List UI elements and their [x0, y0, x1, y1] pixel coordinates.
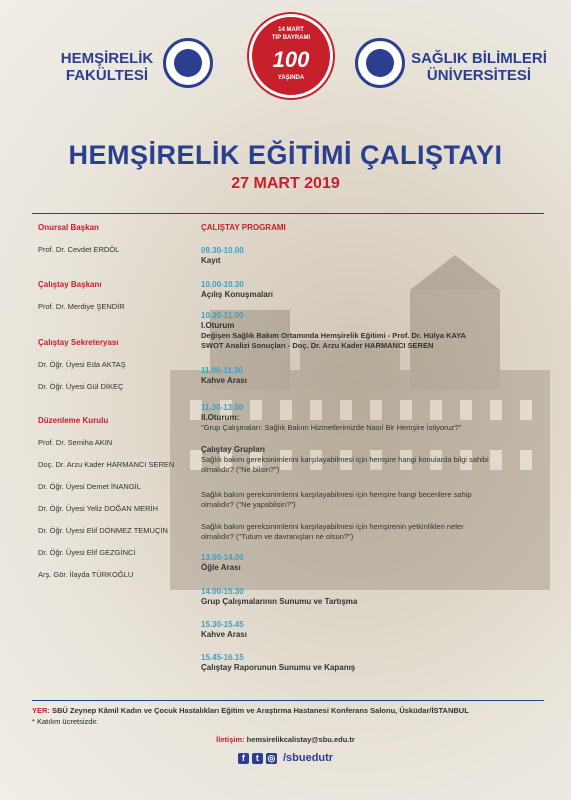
committee-member: Dr. Öğr. Üyesi Eda AKTAŞ — [38, 360, 126, 369]
program-item — [201, 366, 247, 386]
program-text: olmalıdır? ("Tutum ve davranışları ne olsun?") — [201, 532, 354, 541]
program-text: Öğle Arası — [201, 563, 241, 572]
program-time: 11.00-11.30 — [201, 366, 243, 375]
program-time: 15.45-16.15 — [201, 653, 244, 662]
tip-bayrami-100-badge-icon — [249, 14, 333, 98]
program-time: 10.30-11.00 — [201, 311, 244, 320]
program-item — [201, 445, 489, 475]
program-time: 14.00-15.30 — [201, 587, 244, 596]
contact-line — [0, 735, 571, 744]
section-heading: Çalıştay Sekreteryası — [38, 338, 119, 347]
committee-member: Dr. Öğr. Üyesi Elif GEZGİNCİ — [38, 548, 136, 557]
footer — [32, 706, 544, 726]
badge-line-2: TIP BAYRAMI — [271, 35, 311, 41]
program-text: Kahve Arası — [201, 376, 247, 385]
right-logo-line-2: ÜNİVERSİTESİ — [426, 67, 532, 84]
committee-member: Doç. Dr. Arzu Kader HARMANCI SEREN — [38, 460, 175, 469]
committee-member: Dr. Öğr. Üyesi Demet İNANGİL — [38, 482, 141, 491]
section-heading: Onursal Başkan — [38, 223, 99, 232]
page-title: HEMŞİRELİK EĞİTİMİ ÇALIŞTAYI — [68, 140, 503, 170]
program-item — [201, 587, 357, 607]
program-time: 11.30-13.00 — [201, 403, 244, 412]
contact-email[interactable]: hemsirelikcalistay@sbu.edu.tr — [246, 735, 355, 744]
program-item — [201, 553, 244, 573]
program-text: Açılış Konuşmaları — [201, 290, 274, 299]
bottom-divider — [32, 700, 544, 701]
social-links — [0, 752, 571, 764]
program-text: "Grup Çalışmaları: Sağlık Bakım Hizmetlerimizde Nasıl Bir Hemşire İstiyoruz?" — [201, 423, 462, 432]
left-logo-text — [52, 50, 162, 84]
program-text: Sağlık bakım gereksinimlerini karşılayabilmesi için hemşire hangi becerilere sahip — [201, 490, 472, 499]
top-divider — [32, 213, 544, 214]
program-text: Grup Çalışmalarının Sunumu ve Tartışma — [201, 597, 358, 606]
participation-note: * Katılım ücretsizdir. — [32, 717, 99, 726]
committee-member: Dr. Öğr. Üyesi Gül DİKEÇ — [38, 382, 124, 391]
committee-member: Prof. Dr. Merdiye ŞENDİR — [38, 302, 125, 311]
program-item — [201, 620, 247, 640]
contact-label: İletişim: — [216, 735, 245, 744]
program-text: Kahve Arası — [201, 630, 247, 639]
venue-text: SBÜ Zeynep Kâmil Kadın ve Çocuk Hastalıkları Eğitim ve Araştırma Hastanesi Konferans Salonu, Üsküdar/İSTANBUL — [52, 706, 469, 715]
committee-member: Dr. Öğr. Üyesi Yeliz DOĞAN MERİH — [38, 504, 159, 513]
program-item — [201, 490, 472, 510]
header — [0, 0, 571, 120]
program-text: Sağlık bakım gereksinimlerini karşılayabilmesi için hemşirenin yetkinlikleri neler — [201, 522, 464, 531]
program-text: Çalıştay Raporunun Sunumu ve Kapanış — [201, 663, 356, 672]
committee-member: Arş. Gör. İlayda TÜRKOĞLU — [38, 570, 134, 579]
section-heading: Çalıştay Başkanı — [38, 280, 102, 289]
left-logo-line-2: FAKÜLTESİ — [65, 67, 149, 84]
instagram-icon[interactable]: ◎ — [267, 752, 276, 763]
event-date: 27 MART 2019 — [231, 175, 340, 192]
badge-line-3: YAŞINDA — [277, 75, 305, 81]
program-time: 09.30-10.00 — [201, 246, 244, 255]
program-text: Çalıştay Grupları — [201, 445, 266, 454]
social-handle[interactable]: /sbuedutr — [282, 752, 334, 764]
twitter-icon[interactable]: t — [252, 753, 263, 764]
program-time: 10.00-10.30 — [201, 280, 244, 289]
program-text: Sağlık bakım gereksinimlerini karşılayabilmesi için hemşire hangi konularda bilgi sahibi — [201, 455, 489, 464]
program-item — [201, 403, 461, 433]
program-text: olmalıdır? ("Ne yapabilsin?") — [201, 500, 296, 509]
venue-label: YER: — [32, 706, 50, 715]
committee-member: Prof. Dr. Semiha AKIN — [38, 438, 113, 447]
program-text: I.Oturum — [201, 321, 235, 330]
right-logo-line-1: SAĞLIK BİLİMLERİ — [411, 50, 547, 67]
nursing-faculty-seal-icon — [163, 38, 213, 88]
right-logo-text — [404, 50, 554, 84]
program-item — [201, 653, 355, 673]
program-time: 15.30-15.45 — [201, 620, 244, 629]
left-logo-line-1: HEMŞİRELİK — [60, 50, 154, 67]
program-item — [201, 522, 464, 542]
facebook-icon[interactable]: f — [238, 753, 249, 764]
program-text: olmalıdır? ("Ne bilsin?") — [201, 465, 280, 474]
venue-line — [32, 706, 544, 715]
program-text: Kayıt — [201, 256, 221, 265]
program-item — [201, 280, 273, 300]
university-seal-icon — [355, 38, 405, 88]
program-heading: ÇALIŞTAY PROGRAMI — [201, 223, 286, 232]
background-building-illustration — [150, 250, 570, 630]
program-text: SWOT Analizi Sonuçları - Doç. Dr. Arzu Kader HARMANCI SEREN — [201, 341, 434, 350]
program-text: Değişen Sağlık Bakım Ortamında Hemşirelik Eğitimi - Prof. Dr. Hülya KAYA — [201, 331, 466, 340]
badge-line-1: 14 MART — [278, 27, 304, 33]
committee-member: Prof. Dr. Cevdet ERDÖL — [38, 245, 120, 254]
section-heading: Düzenleme Kurulu — [38, 416, 109, 425]
committee-member: Dr. Öğr. Üyesi Elif DÖNMEZ TEMUÇİN — [38, 526, 168, 535]
badge-number: 100 — [272, 47, 310, 72]
program-time: 13.00-14.00 — [201, 553, 244, 562]
program-item — [201, 311, 466, 351]
program-item — [201, 246, 244, 266]
program-text: II.Oturum: — [201, 413, 240, 422]
